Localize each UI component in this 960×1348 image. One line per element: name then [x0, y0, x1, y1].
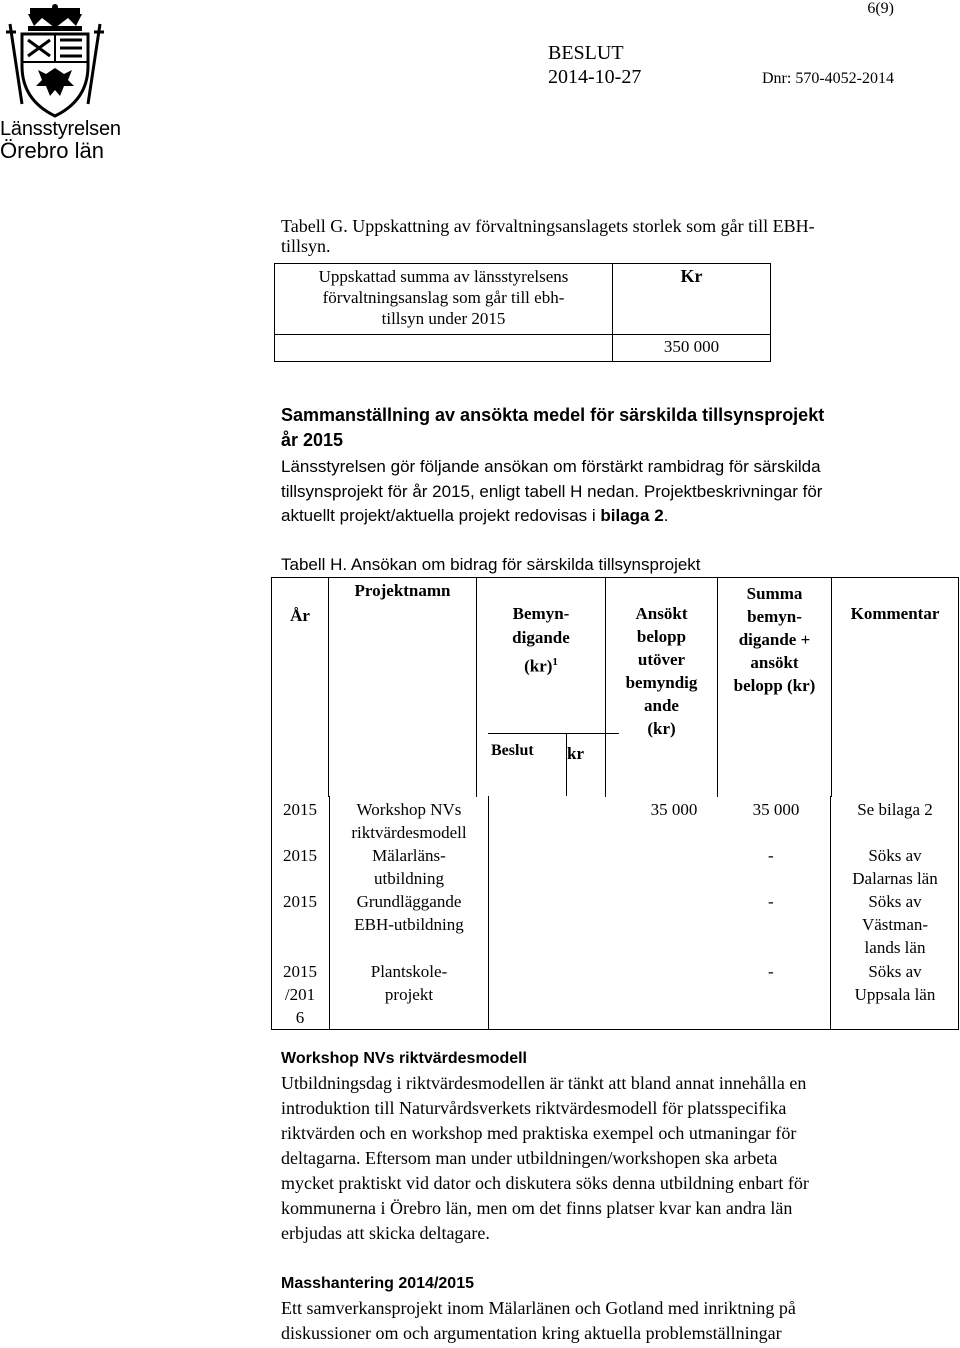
table-row-year: 2015: [283, 846, 317, 865]
table-row-comment: Söks av Västman- lands län: [861, 892, 929, 957]
table-h-header-project-name: Projektnamn: [329, 578, 477, 797]
table-g-label-cell: [275, 264, 613, 335]
masshantering-line: diskussioner om och argumentation kring aktuella problemställningar: [281, 1323, 782, 1343]
summa-line3: digande +: [738, 630, 811, 649]
table-row-year: 2015: [283, 892, 317, 911]
masshantering-body: [281, 1296, 951, 1346]
workshop-line: kommunerna i Örebro län, men om det finns platser kvar kan andra län: [281, 1198, 793, 1218]
table-h-header-kommentar: Kommentar: [832, 578, 959, 797]
table-row-comment: Se bilaga 2: [857, 800, 933, 819]
bemyndigande-subdivider: [488, 733, 619, 734]
masshantering-heading: Masshantering 2014/2015: [281, 1275, 474, 1292]
bemyndigande-unit: (kr): [524, 656, 553, 676]
ansokt-line1: Ansökt: [635, 604, 688, 623]
table-g-caption-line2: tillsyn.: [281, 235, 331, 256]
table-h-body: [271, 796, 959, 1030]
summa-line5: belopp (kr): [733, 676, 816, 695]
table-g: [274, 263, 771, 362]
document-dnr: Dnr: 570-4052-2014: [762, 70, 894, 87]
bilaga-2-reference: bilaga 2: [600, 506, 664, 526]
page-number: 6(9): [867, 0, 894, 17]
ansokt-line5: ande: [644, 696, 679, 715]
sammanstallning-heading-line1: Sammanställning av ansökta medel för särskilda tillsynsprojekt: [281, 405, 825, 425]
table-g-label-line1: Uppskattad summa av länsstyrelsens: [318, 267, 569, 286]
table-g-caption: [281, 214, 815, 258]
sammanstallning-body-line2: tillsynsprojekt för år 2015, enligt tabell H nedan. Projektbeskrivningar för: [281, 481, 823, 501]
sammanstallning-heading: [281, 403, 951, 452]
table-row-project: Mälarläns- utbildning: [372, 846, 446, 888]
table-g-header-kr: Kr: [613, 264, 771, 335]
table-row-project: Workshop NVs riktvärdesmodell: [351, 800, 467, 842]
table-row-ansokt: 35 000: [650, 800, 698, 819]
table-h-header-bemyndigande: [477, 578, 606, 797]
summa-line1: Summa: [746, 584, 803, 603]
workshop-line: riktvärden och en workshop med praktiska exempel och utmaningar för: [281, 1123, 797, 1143]
sammanstallning-body: [281, 455, 951, 529]
table-row-summa: -: [768, 892, 774, 911]
table-g-label-line3: tillsyn under 2015: [381, 309, 506, 328]
table-h-header-ansokt: [606, 578, 718, 797]
table-row-comment: Söks av Dalarnas län: [852, 846, 938, 888]
table-h: [271, 577, 959, 797]
masshantering-line: Ett samverkansprojekt inom Mälarlänen och Gotland med inriktning på: [281, 1298, 796, 1318]
table-h-subheader-beslut: Beslut: [491, 742, 534, 759]
bemyndigande-line1: Bemyn-: [512, 604, 570, 623]
table-h-subheader-kr: kr: [567, 744, 584, 763]
org-name-line1: Länsstyrelsen: [0, 118, 121, 140]
table-row-summa: -: [768, 846, 774, 865]
sammanstallning-body-line3-end: .: [663, 506, 669, 526]
bemyndigande-subcolumn-divider: [566, 733, 567, 796]
table-g-empty-cell: [275, 335, 613, 362]
document-date: 2014-10-27: [548, 66, 642, 88]
sammanstallning-heading-line2: år 2015: [281, 429, 344, 450]
workshop-line: erbjudas att skicka deltagare.: [281, 1223, 490, 1243]
coat-of-arms-icon: [0, 4, 112, 122]
bemyndigande-line3: [477, 650, 605, 679]
summa-line2: bemyn-: [747, 607, 802, 626]
summa-line4: ansökt: [750, 653, 799, 672]
table-row-comment: Söks av Uppsala län: [854, 962, 936, 1004]
ansokt-line2: belopp: [636, 627, 687, 646]
workshop-heading: Workshop NVs riktvärdesmodell: [281, 1050, 527, 1067]
table-h-header-year: År: [272, 578, 329, 797]
workshop-line: introduktion till Naturvårdsverkets riktvärdesmodell för platsspecifika: [281, 1098, 787, 1118]
table-g-label-line2: förvaltningsanslag som går till ebh-: [322, 288, 565, 307]
workshop-line: deltagarna. Eftersom man under utbildningen/workshopen ska arbeta: [281, 1148, 778, 1168]
ansokt-line6: (kr): [647, 719, 676, 738]
table-row-project: Plantskole- projekt: [370, 962, 448, 1004]
table-g-caption-line1: Tabell G. Uppskattning av förvaltningsanslagets storlek som går till EBH-: [281, 216, 815, 236]
table-row-year: 2015 /201 6: [283, 962, 317, 1027]
document-type: BESLUT: [548, 42, 624, 64]
table-row-summa: 35 000: [752, 800, 800, 819]
footnote-marker: 1: [552, 656, 558, 668]
ansokt-line3: utöver: [637, 650, 686, 669]
table-g-value: 350 000: [613, 335, 771, 362]
sammanstallning-body-line1: Länsstyrelsen gör följande ansökan om förstärkt rambidrag för särskilda: [281, 457, 821, 476]
org-name: [0, 118, 121, 162]
sammanstallning-body-line3-text: aktuellt projekt/aktuella projekt redovisas i: [281, 506, 601, 526]
table-row-project: Grundläggande EBH-utbildning: [354, 892, 464, 934]
workshop-line: mycket praktiskt vid dator och diskutera söks denna utbildning enbart för: [281, 1173, 809, 1193]
workshop-line: Utbildningsdag i riktvärdesmodellen är tänkt att bland annat innehålla en: [281, 1073, 807, 1093]
ansokt-line4: bemyndig: [625, 673, 698, 692]
bemyndigande-line2: digande: [512, 628, 570, 647]
table-h-header-summa: [718, 578, 832, 797]
org-name-line2: Örebro län: [0, 138, 104, 163]
table-row-summa: -: [768, 962, 774, 981]
workshop-body: [281, 1071, 951, 1246]
table-h-caption: Tabell H. Ansökan om bidrag för särskilda tillsynsprojekt: [281, 555, 701, 574]
sammanstallning-body-line3: [281, 504, 951, 529]
table-row-year: 2015: [283, 800, 317, 819]
